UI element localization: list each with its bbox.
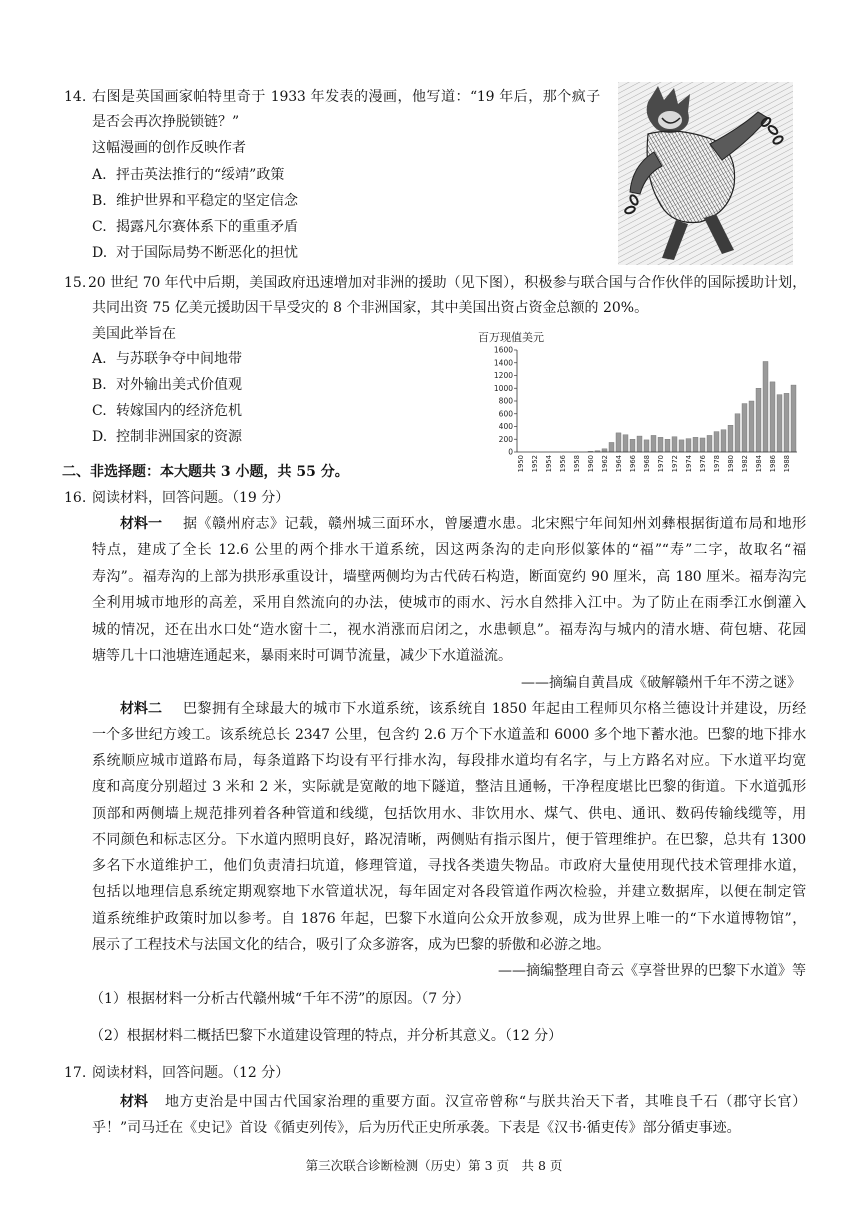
bar-1981 — [735, 414, 740, 452]
q14-option-c-label: C. — [92, 219, 107, 235]
q14-option-d-text: 对于国际局势不断恶化的担忧 — [116, 245, 298, 261]
material2-line: 系统顺应城市道路布局，每条道路下均设有平行排水沟，每段排水道均有名字，与上方路名对应。下水道平均宽 — [92, 753, 806, 769]
q15-option-a-label: A. — [92, 351, 107, 367]
section-title: 二、非选择题：本大题共 3 小题，共 55 分。 — [62, 464, 349, 480]
bar-1979 — [721, 430, 726, 452]
bar-1975 — [693, 437, 698, 452]
chart-y-axis-title: 百万现值美元 — [478, 331, 544, 344]
material1-line: 据《赣州府志》记载，赣州城三面环水，曾屡遭水患。北宋熙宁年间知州刘彝根据街道布局和地形 — [183, 516, 806, 532]
aid-chart — [470, 325, 805, 485]
material2-line: 展示了工程技术与法国文化的结合，吸引了众多游客，成为巴黎的骄傲和必游之地。 — [92, 937, 610, 953]
y-tick-label: 200 — [498, 434, 513, 444]
q15-option-b-label: B. — [92, 377, 107, 393]
material1-label: 材料一 — [120, 516, 162, 532]
q14-number: 14. — [64, 89, 87, 105]
bar-1973 — [679, 440, 684, 452]
x-tick-label: 1952 — [531, 455, 539, 473]
bar-1962 — [602, 449, 607, 452]
q17-material-line: 地方吏治是中国古代国家治理的重要方面。汉宣帝曾称“与朕共治天下者，其唯良千石（郡守长官） — [165, 1094, 806, 1110]
material2-line: 不同颜色和标志区分。下水道内照明良好，路况清晰，两侧贴有指示图片，便于管理维护。在巴黎，总共有 1300 — [92, 832, 806, 848]
q15-prompt: 美国此举旨在 — [92, 326, 176, 342]
bar-1983 — [749, 401, 754, 452]
bar-1977 — [707, 435, 712, 452]
q14-option-b-label: B. — [92, 193, 107, 209]
bar-1967 — [637, 436, 642, 452]
bar-1970 — [658, 437, 663, 452]
y-tick-label: 1400 — [493, 358, 513, 368]
q16-number: 16. — [64, 490, 87, 506]
material2-source: ——摘编整理自奇云《享誉世界的巴黎下水道》等 — [498, 963, 806, 979]
bar-1964 — [616, 433, 621, 452]
bar-1974 — [686, 439, 691, 452]
q14-option-a-label: A. — [92, 167, 107, 183]
bar-1969 — [651, 435, 656, 452]
bar-1976 — [700, 438, 705, 452]
q17-material-line: 乎！”司马迁在《史记》首设《循吏列传》，后为历代正史所承袭。下表是《汉书·循吏传》部分循吏事迹。 — [92, 1120, 741, 1136]
q14-option-a-text: 抨击英法推行的“绥靖”政策 — [116, 167, 285, 183]
y-tick-label: 0 — [508, 447, 513, 457]
material2-label: 材料二 — [120, 701, 162, 717]
q16-subquestion-1: （1）根据材料一分析古代赣州城“千年不涝”的原因。（7 分） — [90, 991, 470, 1007]
y-tick-label: 1200 — [493, 371, 513, 381]
q15-option-b-text: 对外输出美式价值观 — [116, 377, 242, 393]
x-tick-label: 1972 — [671, 455, 679, 473]
y-tick-label: 800 — [498, 396, 513, 406]
q14-option-b-text: 维护世界和平稳定的坚定信念 — [116, 193, 298, 209]
x-tick-label: 1988 — [783, 455, 791, 473]
page-footer: 第三次联合诊断检测（历史）第 3 页 共 8 页 — [305, 1158, 563, 1173]
x-tick-label: 1984 — [755, 455, 763, 473]
bar-1968 — [644, 440, 649, 452]
bar-1963 — [609, 442, 614, 452]
material1-line: 城的情况，还在出水口处“造水窗十二，视水消涨而启闭之，水患顿息”。福寿沟与城内的清水塘、荷包塘、花园 — [92, 622, 806, 638]
cartoon-illustration — [618, 82, 793, 265]
q14-stem-line: 右图是英国画家帕特里奇于 1933 年发表的漫画，他写道：“19 年后，那个疯子 — [92, 89, 600, 105]
material1-line: 塘等几十口池塘连通起来，暴雨来时可调节流量，减少下水道溢流。 — [92, 648, 512, 664]
x-tick-label: 1962 — [601, 455, 609, 473]
q15-option-a-text: 与苏联争夺中间地带 — [116, 351, 242, 367]
bar-1988 — [784, 393, 789, 452]
material1-line: 全利用城市地形的高差，采用自然流向的办法，使城市的雨水、污水自然排入江中。为了防止在雨季江水倒灌入 — [92, 595, 806, 611]
q16-subquestion-2: （2）根据材料二概括巴黎下水道建设管理的特点，并分析其意义。（12 分） — [90, 1028, 563, 1044]
material2-line: 多名下水道维护工，他们负责清扫坑道，修理管道，寻找各类遗失物品。市政府大量使用现代技术管理排水道， — [92, 858, 806, 874]
bar-1978 — [714, 432, 719, 452]
q14-prompt: 这幅漫画的创作反映作者 — [92, 140, 246, 156]
y-tick-label: 1600 — [493, 345, 513, 355]
x-tick-label: 1954 — [545, 455, 553, 473]
q17-number: 17. — [64, 1065, 87, 1081]
bar-1986 — [770, 382, 775, 452]
chart-x-ticks — [517, 455, 791, 472]
material2-line: 巴黎拥有全球最大的城市下水道系统，该系统自 1850 年起由工程师贝尔格兰德设计并建设，历经 — [183, 701, 806, 717]
q17-material-label: 材料 — [120, 1094, 148, 1110]
material2-line: 一个多世纪方竣工。该系统总长 2347 公里，包含约 2.6 万个下水道盖和 6000 多个地下蓄水池。巴黎的地下排水 — [92, 727, 806, 743]
material1-source: ——摘编自黄昌成《破解赣州千年不涝之谜》 — [521, 675, 801, 691]
x-tick-label: 1958 — [573, 455, 581, 473]
q14-stem-line: 是否会再次挣脱锁链？” — [92, 114, 240, 130]
chart-y-ticks — [494, 346, 517, 457]
x-tick-label: 1980 — [727, 455, 735, 473]
material1-line: 特点，建成了全长 12.6 公里的两个排水干道系统，因这两条沟的走向形似篆体的“福”“寿”二字，故取名“福 — [92, 542, 806, 558]
q14-option-c-text: 揭露凡尔赛体系下的重重矛盾 — [116, 219, 298, 235]
y-tick-label: 600 — [498, 409, 513, 419]
x-tick-label: 1950 — [517, 455, 525, 473]
q15-number: 15. — [64, 275, 87, 291]
q15-option-d-text: 控制非洲国家的资源 — [116, 429, 242, 445]
q15-stem-line: 共同出资 75 亿美元援助因干旱受灾的 8 个非洲国家，其中美国出资占资金总额的 20%。 — [92, 300, 649, 316]
x-tick-label: 1970 — [657, 455, 665, 473]
bar-1965 — [623, 435, 628, 452]
material1-line: 寿沟”。福寿沟的上部为拱形承重设计，墙壁两侧均为古代砖石构造，断面宽约 90 厘米，高 180 厘米。福寿沟完 — [92, 569, 806, 585]
q15-option-c-text: 转嫁国内的经济危机 — [116, 403, 242, 419]
q16-instruction: 阅读材料，回答问题。（19 分） — [92, 490, 290, 506]
q15-stem-line: 20 世纪 70 年代中后期，美国政府迅速增加对非洲的援助（见下图），积极参与联合国与合作伙伴的国际援助计划， — [88, 275, 806, 291]
x-tick-label: 1976 — [699, 455, 707, 473]
x-tick-label: 1964 — [615, 455, 623, 473]
q17-instruction: 阅读材料，回答问题。（12 分） — [92, 1065, 290, 1081]
bar-1971 — [665, 439, 670, 452]
x-tick-label: 1982 — [741, 455, 749, 473]
x-tick-label: 1960 — [587, 455, 595, 473]
x-tick-label: 1986 — [769, 455, 777, 473]
q14-option-d-label: D. — [92, 245, 108, 261]
chart-bars — [588, 361, 796, 452]
bar-1987 — [777, 395, 782, 452]
x-tick-label: 1968 — [643, 455, 651, 473]
bar-1989 — [791, 385, 796, 452]
x-tick-label: 1956 — [559, 455, 567, 473]
bar-1972 — [672, 437, 677, 452]
y-tick-label: 1000 — [493, 383, 513, 393]
material2-line: 道系统维护政策时加以参考。自 1876 年起，巴黎下水道向公众开放参观，成为世界上唯一的“下水道博物馆”， — [92, 911, 806, 927]
bar-1980 — [728, 425, 733, 452]
material2-line: 度和高度分别超过 3 米和 2 米，实际就是宽敞的地下隧道，整洁且通畅，干净程度堪比巴黎的街道。下水道弧形 — [92, 779, 806, 795]
bar-1982 — [742, 404, 747, 452]
bar-1985 — [763, 361, 768, 452]
material2-line: 包括以地理信息系统定期观察地下水管道状况，每年固定对各段管道作两次检验，并建立数据库，以便在制定管 — [92, 884, 806, 900]
bar-1984 — [756, 388, 761, 452]
y-tick-label: 400 — [498, 422, 513, 432]
x-tick-label: 1966 — [629, 455, 637, 473]
x-tick-label: 1978 — [713, 455, 721, 473]
bar-1966 — [630, 439, 635, 452]
material2-line: 顶部和两侧墙上规范排列着各种管道和线缆，包括饮用水、非饮用水、煤气、供电、通讯、数码传输线缆等，用 — [92, 806, 806, 822]
x-tick-label: 1974 — [685, 455, 693, 473]
q15-option-c-label: C. — [92, 403, 107, 419]
q15-option-d-label: D. — [92, 429, 108, 445]
